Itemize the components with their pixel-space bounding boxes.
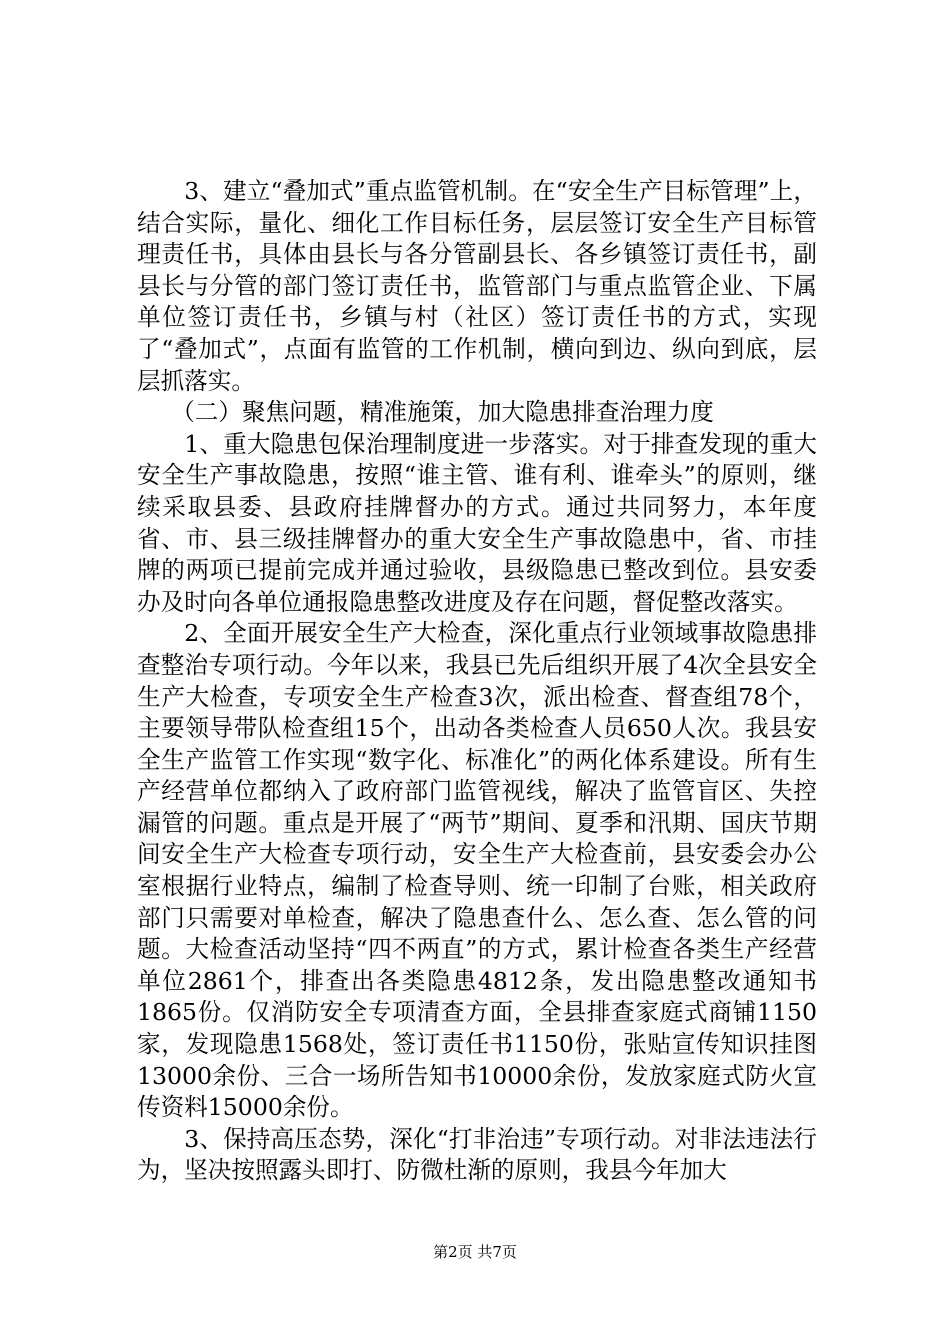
paragraph-safety-inspection: 2、全面开展安全生产大检查，深化重点行业领域事故隐患排查整治专项行动。今年以来，我县已先后组织开展了4次全县安全生产大检查，专项安全生产检查3次，派出检查、督查组78个，主要领导带队检查组15个，出动各类检查人员650人次。我县安全生产监管工作实现“数字化、标准化”的两化体系建设。所有生产经营单位都纳入了政府部门监管视线，解决了监管盲区、失控漏管的问题。重点是开展了“两节”期间、夏季和汛期、国庆节期间安全生产大检查专项行动，安全生产大检查前，县安委会办公室根据行业特点，编制了检查导则、统一印制了台账，相关政府部门只需要对单检查，解决了隐患查什么、怎么查、怎么管的问题。大检查活动坚持“四不两直”的方式，累计检查各类生产经营单位2861个，排查出各类隐患4812条，发出隐患整改通知书1865份。仅消防安全专项清查方面，全县排查家庭式商铺1150家，发现隐患1568处，签订责任书1150份，张贴宣传知识挂图13000余份、三合一场所告知书10000余份，发放家庭式防火宣传资料15000余份。: [137, 619, 817, 1122]
paragraph-supervision-mechanism: 3、建立“叠加式”重点监管机制。在“安全生产目标管理”上，结合实际，量化、细化工作目标任务，层层签订安全生产目标管理责任书，具体由县长与各分管副县长、各乡镇签订责任书，副县长与分管的部门签订责任书，监管部门与重点监管企业、下属单位签订责任书，乡镇与村（社区）签订责任书的方式，实现了“叠加式”，点面有监管的工作机制，横向到边、纵向到底，层层抓落实。: [137, 177, 817, 395]
paragraph-crackdown-action: 3、保持高压态势，深化“打非治违”专项行动。对非法违法行为，坚决按照露头即打、防微杜渐的原则，我县今年加大: [137, 1124, 817, 1185]
document-body: [137, 176, 817, 1187]
section-heading-hazard-management: （二）聚焦问题，精准施策，加大隐患排查治理力度: [171, 398, 714, 427]
paragraph-major-hazard: 1、重大隐患包保治理制度进一步落实。对于排查发现的重大安全生产事故隐患，按照“谁主管、谁有利、谁牵头”的原则，继续采取县委、县政府挂牌督办的方式。通过共同努力，本年度省、市、县三级挂牌督办的重大安全生产事故隐患中，省、市挂牌的两项已提前完成并通过验收，县级隐患已整改到位。县安委办及时向各单位通报隐患整改进度及存在问题，督促整改落实。: [137, 429, 817, 616]
page-number-footer: 第2页 共7页: [433, 1243, 517, 1261]
